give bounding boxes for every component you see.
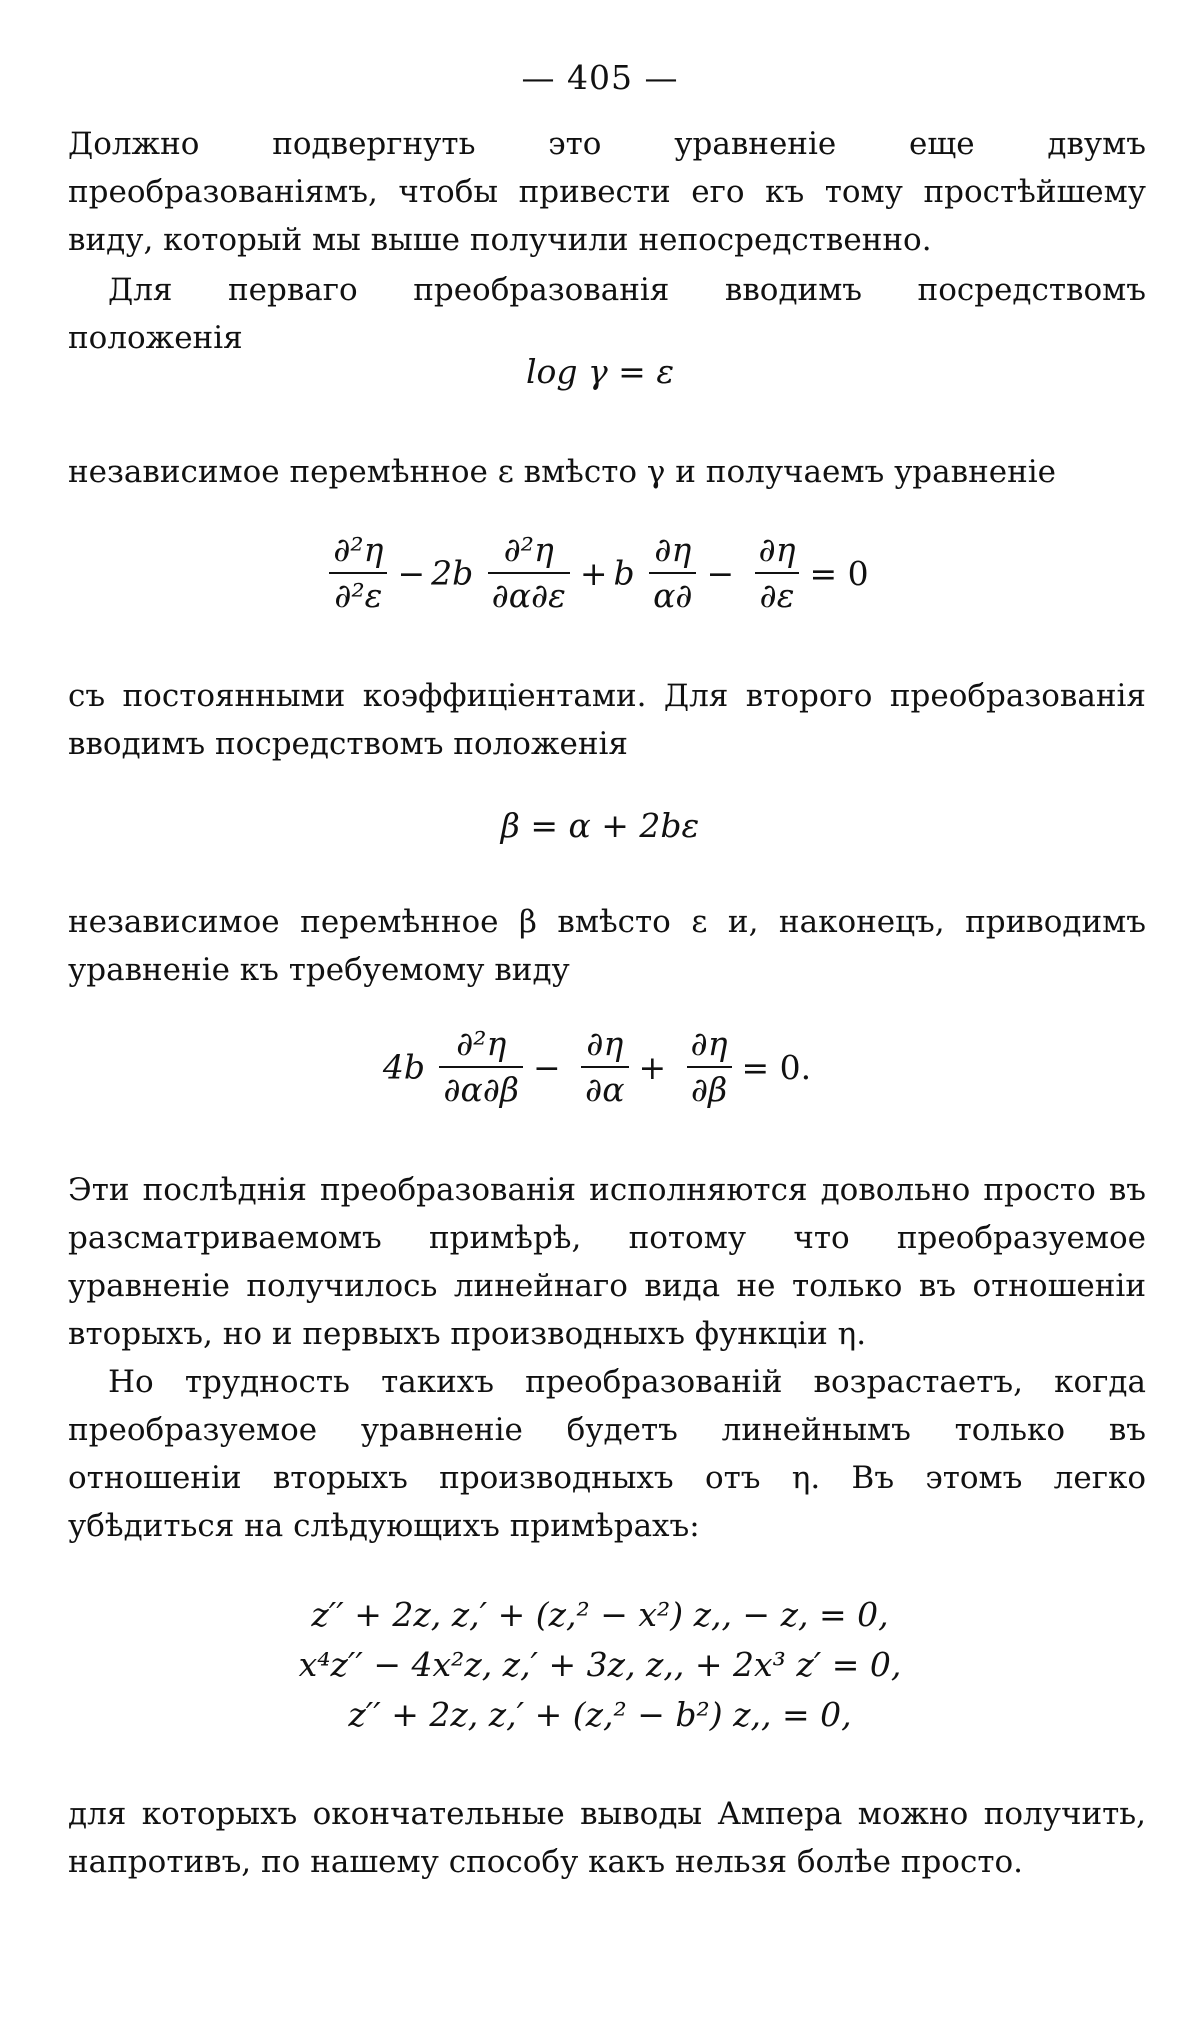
- denominator: ∂α∂ε: [491, 576, 566, 615]
- operator: +: [638, 1047, 667, 1087]
- paragraph-6: Эти послѣднія преобразованія исполняются довольно просто въ разсматриваемомъ примѣрѣ, потому что преобразуемое уравненіе получилось линейнаго вида не только въ отношеніи вторыхъ, но и первыхъ производныхъ функціи η.: [68, 1172, 1146, 1352]
- right-hand-side: = 0: [809, 553, 869, 593]
- fraction-term-2: [581, 1024, 628, 1110]
- paragraph-1: Должно подвергнуть это уравненіе еще двумъ преобразованіямъ, чтобы привести его къ тому простѣйшему виду, который мы выше получили непосредственно.: [68, 126, 1146, 258]
- paragraph-2: Для перваго преобразованія вводимъ посредствомъ положенія: [68, 272, 1146, 356]
- page-number: — 405 —: [521, 58, 679, 97]
- paragraph-3: независимое перемѣнное ε вмѣсто γ и получаемъ уравненіе: [68, 454, 1057, 490]
- system-equation-3: z′′ + 2z, z,′ + (z,² − b²) z,, = 0,: [348, 1695, 852, 1734]
- coefficient: b: [613, 553, 635, 593]
- denominator: ∂α∂β: [443, 1070, 519, 1109]
- denominator: ∂α: [585, 1070, 625, 1109]
- fraction-term-1: [439, 1024, 523, 1110]
- denominator: α∂: [653, 576, 693, 615]
- equation-substitution: β = α + 2bε: [500, 806, 700, 845]
- numerator: ∂η: [755, 530, 800, 574]
- right-hand-side: = 0.: [741, 1047, 812, 1087]
- equation-system: [0, 1590, 1200, 1740]
- numerator: ∂²η: [439, 1024, 523, 1068]
- system-equation-1: z′′ + 2z, z,′ + (z,² − x²) z,, − z, = 0,: [311, 1595, 889, 1634]
- denominator: ∂²ε: [334, 576, 383, 615]
- coefficient: 2b: [431, 553, 474, 593]
- fraction-term-3: [649, 530, 696, 616]
- numerator: ∂η: [687, 1024, 732, 1068]
- operator: −: [706, 553, 735, 593]
- fraction-term-3: [687, 1024, 732, 1110]
- fraction-term-4: [755, 530, 800, 616]
- equation-canonical: [0, 1024, 1200, 1110]
- operator: −: [532, 1047, 561, 1087]
- paragraph-5: независимое перемѣнное β вмѣсто ε и, наконецъ, приводимъ уравненіе къ требуемому виду: [68, 904, 1146, 988]
- denominator: ∂ε: [759, 576, 795, 615]
- operator: +: [579, 553, 608, 593]
- operator: −: [397, 553, 426, 593]
- equation-second-order: [0, 530, 1200, 616]
- numerator: ∂η: [581, 1024, 628, 1068]
- coefficient: 4b: [382, 1047, 425, 1087]
- fraction-term-2: [488, 530, 570, 616]
- system-equation-2: x⁴z′′ − 4x²z, z,′ + 3z, z,, + 2x³ z′ = 0,: [298, 1645, 902, 1684]
- fraction-term-1: [329, 530, 387, 616]
- numerator: ∂η: [649, 530, 696, 574]
- numerator: ∂²η: [329, 530, 387, 574]
- equation-log: log γ = ε: [525, 352, 675, 391]
- numerator: ∂²η: [488, 530, 570, 574]
- paragraph-4: съ постоянными коэффиціентами. Для второго преобразованія вводимъ посредствомъ положенія: [68, 678, 1146, 762]
- paragraph-7: Но трудность такихъ преобразованій возрастаетъ, когда преобразуемое уравненіе будетъ линейнымъ только въ отношеніи вторыхъ производныхъ отъ η. Въ этомъ легко убѣдиться на слѣдующихъ примѣрахъ:: [68, 1364, 1146, 1544]
- paragraph-8: для которыхъ окончательные выводы Ампера можно получить, напротивъ, по нашему способу какъ нельзя болѣе просто.: [68, 1796, 1146, 1880]
- denominator: ∂β: [691, 1070, 728, 1109]
